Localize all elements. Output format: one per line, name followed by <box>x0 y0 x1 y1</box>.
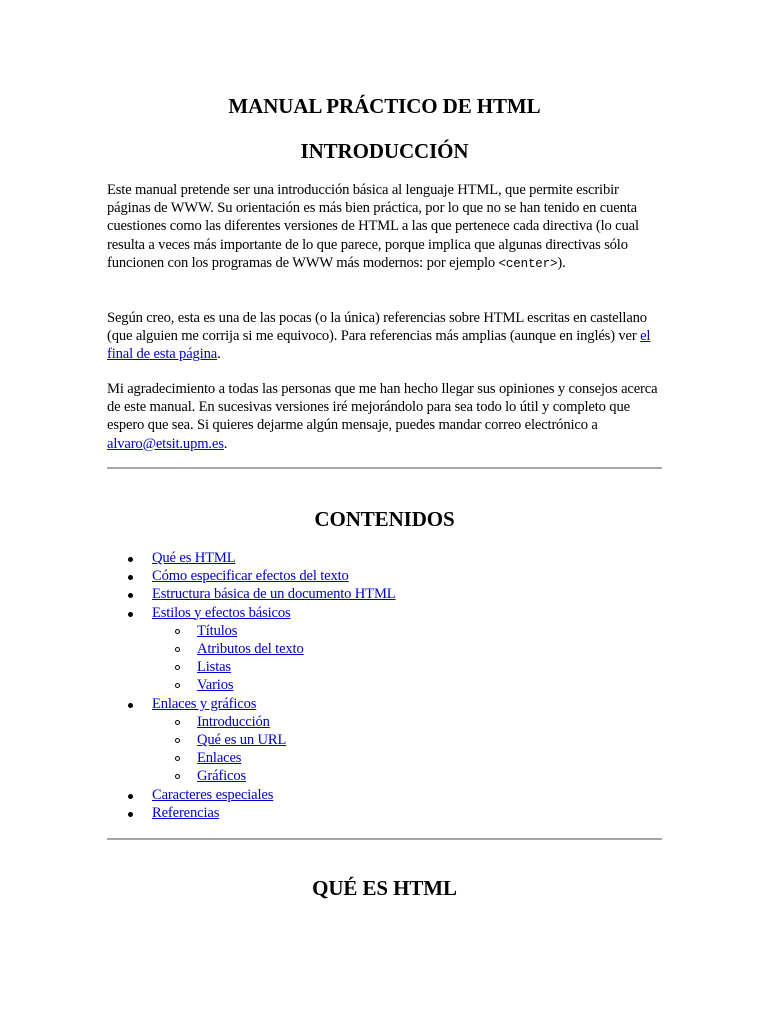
bullet-icon <box>128 557 133 562</box>
toc-subitem <box>152 622 396 640</box>
intro-paragraph-1-end: ). <box>557 254 566 271</box>
toc-link-graficos[interactable]: Gráficos <box>197 768 247 785</box>
toc-subitem <box>152 749 396 767</box>
toc-link-estructura-basica[interactable]: Estructura básica de un documento HTML <box>152 586 396 603</box>
que-es-html-heading: QUÉ ES HTML <box>312 876 457 900</box>
toc-link-efectos-texto[interactable]: Cómo especificar efectos del texto <box>152 568 349 585</box>
toc-item <box>107 804 396 822</box>
toc-subitem <box>152 640 396 658</box>
circle-bullet-icon <box>175 720 180 725</box>
circle-bullet-icon <box>175 665 180 670</box>
circle-bullet-icon <box>175 738 180 743</box>
circle-bullet-icon <box>175 629 180 634</box>
circle-bullet-icon <box>175 683 180 688</box>
bullet-icon <box>128 575 133 580</box>
intro-paragraph-3-end: . <box>223 435 228 452</box>
intro-paragraph-3-text: Mi agradecimiento a todas las personas que me han hecho llegar sus opiniones y consejos acerca de este manual. En sucesivas versiones iré mejorándolo para sea todo lo útil y completo que espero que sea. Si quieres dejarme algún mensaje, puedes mandar correo electrónico a <box>107 381 658 434</box>
intro-paragraph-2-text: Según creo, esta es una de las pocas (o la única) referencias sobre HTML escritas en castellano (que alguien me corrija si me equivoco). Para referencias más amplias (aunque en inglés) ver <box>107 310 647 345</box>
circle-bullet-icon <box>175 647 180 652</box>
intro-heading: INTRODUCCIÓN <box>300 139 469 163</box>
end-of-page-link[interactable]: el final de esta página <box>107 328 651 363</box>
toc-item <box>107 549 396 567</box>
intro-paragraph-1 <box>107 181 663 273</box>
toc-subitem <box>152 767 396 785</box>
toc-subitem <box>152 676 396 694</box>
toc-subitem <box>152 713 396 731</box>
table-of-contents <box>107 549 396 822</box>
circle-bullet-icon <box>175 774 180 779</box>
intro-paragraph-2-end: . <box>217 346 221 363</box>
bullet-icon <box>128 593 133 598</box>
toc-link-enlaces-graficos[interactable]: Enlaces y gráficos <box>152 695 257 712</box>
toc-item <box>107 604 396 695</box>
document-title: MANUAL PRÁCTICO DE HTML <box>228 94 541 118</box>
toc-link-que-es-url[interactable]: Qué es un URL <box>197 732 287 749</box>
toc-link-enlaces[interactable]: Enlaces <box>197 750 242 767</box>
toc-link-listas[interactable]: Listas <box>197 659 231 676</box>
toc-sublist <box>152 622 396 695</box>
toc-link-varios[interactable]: Varios <box>197 677 234 694</box>
bullet-icon <box>128 794 133 799</box>
section-divider <box>107 467 662 469</box>
section-divider <box>107 838 662 840</box>
intro-paragraph-3 <box>107 380 663 453</box>
toc-subitem <box>152 731 396 749</box>
toc-item <box>107 585 396 603</box>
center-tag-code: <center> <box>498 256 558 271</box>
bullet-icon <box>128 703 133 708</box>
toc-sublist <box>152 713 396 786</box>
contents-heading: CONTENIDOS <box>314 507 455 531</box>
toc-link-caracteres-especiales[interactable]: Caracteres especiales <box>152 786 274 803</box>
toc-link-referencias[interactable]: Referencias <box>152 804 220 821</box>
toc-link-introduccion[interactable]: Introducción <box>197 713 270 730</box>
toc-link-titulos[interactable]: Títulos <box>197 622 238 639</box>
toc-item <box>107 786 396 804</box>
toc-item <box>107 695 396 786</box>
intro-paragraph-2 <box>107 309 663 364</box>
toc-subitem <box>152 658 396 676</box>
intro-paragraph-1-text: Este manual pretende ser una introducción básica al lenguaje HTML, que permite escribir páginas de WWW. Su orientación es más bien práctica, por lo que no se han tenido en cuenta cuestiones como las diferentes versiones de HTML a las que pertenece cada directiva (lo cual resulta a veces más importante de lo que parece, porque implica que algunas directivas sólo funcionen con los programas de WWW más modernos: por ejemplo <box>107 182 639 271</box>
bullet-icon <box>128 612 133 617</box>
toc-link-atributos-texto[interactable]: Atributos del texto <box>197 641 304 658</box>
toc-item <box>107 567 396 585</box>
toc-link-estilos-efectos[interactable]: Estilos y efectos básicos <box>152 604 291 621</box>
circle-bullet-icon <box>175 756 180 761</box>
bullet-icon <box>128 812 133 817</box>
toc-link-que-es-html[interactable]: Qué es HTML <box>152 550 236 566</box>
author-email-link[interactable]: alvaro@etsit.upm.es <box>107 435 224 452</box>
